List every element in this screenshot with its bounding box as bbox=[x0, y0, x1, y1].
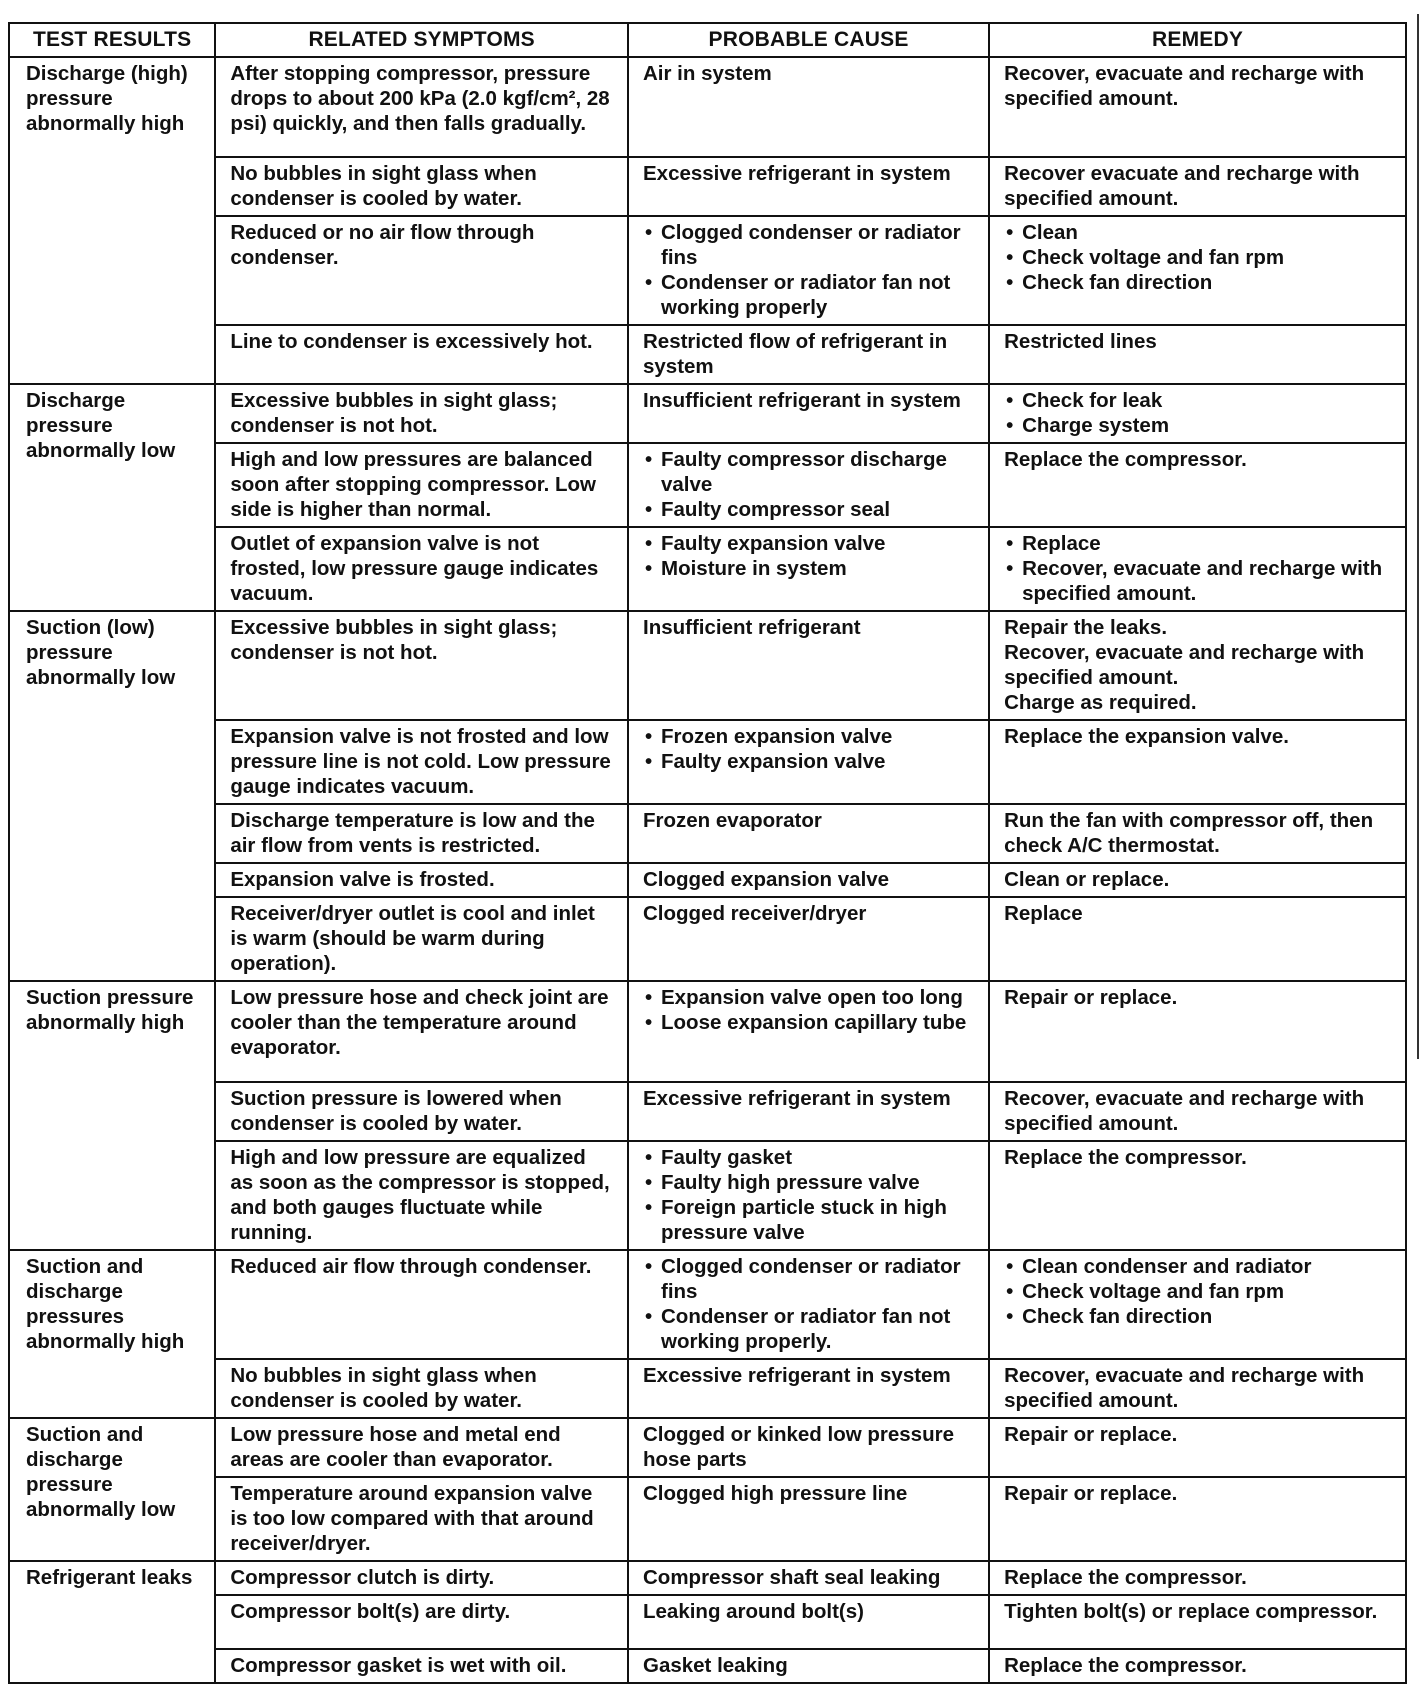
cause-list bbox=[643, 1254, 974, 1354]
symptom-cell: No bubbles in sight glass when condenser is cooled by water. bbox=[215, 1359, 628, 1418]
remedy-line: Repair the leaks. bbox=[1004, 616, 1168, 639]
cause-item: • Expansion valve open too long bbox=[643, 985, 974, 1010]
table-row bbox=[9, 1359, 1406, 1418]
cause-list bbox=[643, 1145, 974, 1245]
cause-cell bbox=[628, 57, 989, 157]
remedy-line: Recover, evacuate and recharge with specified amount. bbox=[1004, 1087, 1365, 1135]
header-test-results: TEST RESULTS bbox=[9, 23, 215, 57]
cause-list bbox=[643, 220, 974, 320]
remedy-cell bbox=[989, 1477, 1406, 1561]
test-result-cell: Discharge (high) pressure abnormally high bbox=[9, 57, 215, 384]
test-result-cell: Suction and discharge pressures abnormally high bbox=[9, 1250, 215, 1418]
cause-cell bbox=[628, 157, 989, 216]
symptom-cell: After stopping compressor, pressure drops to about 200 kPa (2.0 kgf/cm², 28 psi) quickly, and then falls gradually. bbox=[215, 57, 628, 157]
remedy-item: • Check voltage and fan rpm bbox=[1004, 1279, 1391, 1304]
symptom-cell: High and low pressures are balanced soon after stopping compressor. Low side is higher than normal. bbox=[215, 443, 628, 527]
cause-item: • Faulty compressor discharge valve bbox=[643, 447, 974, 497]
cause-item: • Faulty high pressure valve bbox=[643, 1170, 974, 1195]
cause-line: Excessive refrigerant in system bbox=[643, 162, 951, 185]
cause-item: • Faulty compressor seal bbox=[643, 497, 974, 522]
remedy-cell bbox=[989, 720, 1406, 804]
remedy-line: Repair or replace. bbox=[1004, 1482, 1178, 1505]
table-row bbox=[9, 216, 1406, 325]
cause-cell bbox=[628, 720, 989, 804]
symptom-cell: Discharge temperature is low and the air flow from vents is restricted. bbox=[215, 804, 628, 863]
remedy-line: Run the fan with compressor off, then check A/C thermostat. bbox=[1004, 809, 1374, 857]
remedy-cell bbox=[989, 1359, 1406, 1418]
symptom-cell: Compressor clutch is dirty. bbox=[215, 1561, 628, 1595]
cause-item: • Faulty expansion valve bbox=[643, 531, 974, 556]
symptom-cell: Low pressure hose and metal end areas are cooler than evaporator. bbox=[215, 1418, 628, 1477]
table-row bbox=[9, 1595, 1406, 1649]
remedy-item: • Check voltage and fan rpm bbox=[1004, 245, 1391, 270]
remedy-line: Replace bbox=[1004, 902, 1083, 925]
troubleshooting-table bbox=[8, 22, 1407, 1684]
table-row bbox=[9, 1477, 1406, 1561]
remedy-cell bbox=[989, 611, 1406, 720]
remedy-line: Replace the compressor. bbox=[1004, 1654, 1247, 1677]
table-body bbox=[9, 57, 1406, 1683]
table-row bbox=[9, 1250, 1406, 1359]
remedy-line: Recover, evacuate and recharge with specified amount. bbox=[1004, 1364, 1365, 1412]
remedy-item: • Check fan direction bbox=[1004, 270, 1391, 295]
cause-cell bbox=[628, 1561, 989, 1595]
symptom-cell: Reduced or no air flow through condenser. bbox=[215, 216, 628, 325]
remedy-line: Repair or replace. bbox=[1004, 1423, 1178, 1446]
remedy-cell bbox=[989, 443, 1406, 527]
remedy-cell bbox=[989, 216, 1406, 325]
remedy-cell bbox=[989, 1649, 1406, 1683]
remedy-cell bbox=[989, 1082, 1406, 1141]
remedy-line: Repair or replace. bbox=[1004, 986, 1178, 1009]
cause-cell bbox=[628, 611, 989, 720]
remedy-item: • Check for leak bbox=[1004, 388, 1391, 413]
cause-item: • Faulty expansion valve bbox=[643, 749, 974, 774]
page-margin-rule bbox=[1417, 14, 1419, 1059]
table-row bbox=[9, 384, 1406, 443]
table-row bbox=[9, 611, 1406, 720]
remedy-item: • Clean condenser and radiator bbox=[1004, 1254, 1391, 1279]
remedy-cell bbox=[989, 1141, 1406, 1250]
remedy-cell bbox=[989, 1250, 1406, 1359]
cause-cell bbox=[628, 1595, 989, 1649]
remedy-line: Charge as required. bbox=[1004, 691, 1197, 714]
header-row bbox=[9, 23, 1406, 57]
remedy-item: • Clean bbox=[1004, 220, 1391, 245]
table-row bbox=[9, 804, 1406, 863]
test-result-cell: Refrigerant leaks bbox=[9, 1561, 215, 1683]
cause-line: Compressor shaft seal leaking bbox=[643, 1566, 941, 1589]
table-row bbox=[9, 443, 1406, 527]
cause-cell bbox=[628, 216, 989, 325]
test-result-cell: Suction and discharge pressure abnormally low bbox=[9, 1418, 215, 1561]
remedy-line: Restricted lines bbox=[1004, 330, 1157, 353]
cause-cell bbox=[628, 1082, 989, 1141]
test-result-cell: Suction pressure abnormally high bbox=[9, 981, 215, 1250]
cause-item: • Moisture in system bbox=[643, 556, 974, 581]
symptom-cell: Low pressure hose and check joint are cooler than the temperature around evaporator. bbox=[215, 981, 628, 1082]
symptom-cell: Suction pressure is lowered when condenser is cooled by water. bbox=[215, 1082, 628, 1141]
symptom-cell: Excessive bubbles in sight glass; condenser is not hot. bbox=[215, 611, 628, 720]
cause-line: Leaking around bolt(s) bbox=[643, 1600, 864, 1623]
table-row bbox=[9, 527, 1406, 611]
cause-line: Restricted flow of refrigerant in system bbox=[643, 330, 948, 378]
cause-item: • Clogged condenser or radiator fins bbox=[643, 1254, 974, 1304]
cause-line: Excessive refrigerant in system bbox=[643, 1087, 951, 1110]
remedy-line: Replace the expansion valve. bbox=[1004, 725, 1289, 748]
table-header bbox=[9, 23, 1406, 57]
remedy-item: • Charge system bbox=[1004, 413, 1391, 438]
cause-item: • Faulty gasket bbox=[643, 1145, 974, 1170]
table-row bbox=[9, 720, 1406, 804]
cause-list bbox=[643, 447, 974, 522]
cause-cell bbox=[628, 325, 989, 384]
remedy-cell bbox=[989, 157, 1406, 216]
remedy-cell bbox=[989, 527, 1406, 611]
table-row bbox=[9, 863, 1406, 897]
remedy-item: • Replace bbox=[1004, 531, 1391, 556]
remedy-line: Replace the compressor. bbox=[1004, 1566, 1247, 1589]
remedy-list bbox=[1004, 388, 1391, 438]
symptom-cell: Excessive bubbles in sight glass; condenser is not hot. bbox=[215, 384, 628, 443]
cause-item: • Condenser or radiator fan not working properly bbox=[643, 270, 974, 320]
cause-cell bbox=[628, 804, 989, 863]
table-row bbox=[9, 1649, 1406, 1683]
symptom-cell: Outlet of expansion valve is not frosted, low pressure gauge indicates vacuum. bbox=[215, 527, 628, 611]
cause-item: • Frozen expansion valve bbox=[643, 724, 974, 749]
symptom-cell: Compressor gasket is wet with oil. bbox=[215, 1649, 628, 1683]
remedy-line: Tighten bolt(s) or replace compressor. bbox=[1004, 1600, 1378, 1623]
symptom-cell: Reduced air flow through condenser. bbox=[215, 1250, 628, 1359]
cause-list bbox=[643, 985, 974, 1035]
cause-item: • Loose expansion capillary tube bbox=[643, 1010, 974, 1035]
remedy-cell bbox=[989, 325, 1406, 384]
cause-cell bbox=[628, 1477, 989, 1561]
remedy-line: Replace the compressor. bbox=[1004, 1146, 1247, 1169]
header-related-symptoms: RELATED SYMPTOMS bbox=[215, 23, 628, 57]
cause-cell bbox=[628, 527, 989, 611]
cause-item: • Foreign particle stuck in high pressure valve bbox=[643, 1195, 974, 1245]
symptom-cell: No bubbles in sight glass when condenser is cooled by water. bbox=[215, 157, 628, 216]
remedy-list bbox=[1004, 531, 1391, 606]
symptom-cell: High and low pressure are equalized as soon as the compressor is stopped, and both gauges fluctuate while running. bbox=[215, 1141, 628, 1250]
cause-line: Gasket leaking bbox=[643, 1654, 788, 1677]
cause-line: Clogged high pressure line bbox=[643, 1482, 908, 1505]
symptom-cell: Compressor bolt(s) are dirty. bbox=[215, 1595, 628, 1649]
remedy-cell bbox=[989, 897, 1406, 981]
cause-cell bbox=[628, 1359, 989, 1418]
test-result-cell: Discharge pressure abnormally low bbox=[9, 384, 215, 611]
cause-cell bbox=[628, 1418, 989, 1477]
cause-cell bbox=[628, 384, 989, 443]
remedy-cell bbox=[989, 863, 1406, 897]
cause-list bbox=[643, 724, 974, 774]
cause-line: Insufficient refrigerant bbox=[643, 616, 861, 639]
test-result-cell: Suction (low) pressure abnormally low bbox=[9, 611, 215, 981]
remedy-line: Replace the compressor. bbox=[1004, 448, 1247, 471]
remedy-cell bbox=[989, 1418, 1406, 1477]
symptom-cell: Temperature around expansion valve is too low compared with that around receiver/dryer. bbox=[215, 1477, 628, 1561]
symptom-cell: Expansion valve is not frosted and low pressure line is not cold. Low pressure gauge indicates vacuum. bbox=[215, 720, 628, 804]
table-row bbox=[9, 1082, 1406, 1141]
symptom-cell: Line to condenser is excessively hot. bbox=[215, 325, 628, 384]
remedy-cell bbox=[989, 1595, 1406, 1649]
remedy-cell bbox=[989, 981, 1406, 1082]
cause-cell bbox=[628, 1649, 989, 1683]
table-row bbox=[9, 1418, 1406, 1477]
cause-item: • Condenser or radiator fan not working properly. bbox=[643, 1304, 974, 1354]
table-row bbox=[9, 897, 1406, 981]
cause-line: Clogged expansion valve bbox=[643, 868, 890, 891]
cause-line: Air in system bbox=[643, 62, 772, 85]
remedy-cell bbox=[989, 1561, 1406, 1595]
cause-cell bbox=[628, 981, 989, 1082]
remedy-cell bbox=[989, 804, 1406, 863]
cause-cell bbox=[628, 1141, 989, 1250]
symptom-cell: Expansion valve is frosted. bbox=[215, 863, 628, 897]
remedy-line: Recover, evacuate and recharge with specified amount. bbox=[1004, 62, 1365, 110]
remedy-list bbox=[1004, 1254, 1391, 1329]
remedy-item: • Recover, evacuate and recharge with specified amount. bbox=[1004, 556, 1391, 606]
remedy-cell bbox=[989, 384, 1406, 443]
cause-line: Insufficient refrigerant in system bbox=[643, 389, 961, 412]
header-remedy: REMEDY bbox=[989, 23, 1406, 57]
remedy-list bbox=[1004, 220, 1391, 295]
cause-line: Clogged receiver/dryer bbox=[643, 902, 867, 925]
cause-cell bbox=[628, 897, 989, 981]
header-probable-cause: PROBABLE CAUSE bbox=[628, 23, 989, 57]
cause-list bbox=[643, 531, 974, 581]
table-row bbox=[9, 57, 1406, 157]
cause-cell bbox=[628, 443, 989, 527]
remedy-line: Recover, evacuate and recharge with specified amount. bbox=[1004, 641, 1365, 689]
cause-cell bbox=[628, 1250, 989, 1359]
remedy-item: • Check fan direction bbox=[1004, 1304, 1391, 1329]
cause-line: Excessive refrigerant in system bbox=[643, 1364, 951, 1387]
remedy-line: Recover evacuate and recharge with specified amount. bbox=[1004, 162, 1360, 210]
remedy-cell bbox=[989, 57, 1406, 157]
cause-cell bbox=[628, 863, 989, 897]
table-row bbox=[9, 1561, 1406, 1595]
table-row bbox=[9, 1141, 1406, 1250]
remedy-line: Clean or replace. bbox=[1004, 868, 1170, 891]
table-row bbox=[9, 325, 1406, 384]
symptom-cell: Receiver/dryer outlet is cool and inlet is warm (should be warm during operation). bbox=[215, 897, 628, 981]
cause-item: • Clogged condenser or radiator fins bbox=[643, 220, 974, 270]
table-row bbox=[9, 157, 1406, 216]
cause-line: Clogged or kinked low pressure hose parts bbox=[643, 1423, 954, 1471]
table-row bbox=[9, 981, 1406, 1082]
cause-line: Frozen evaporator bbox=[643, 809, 822, 832]
